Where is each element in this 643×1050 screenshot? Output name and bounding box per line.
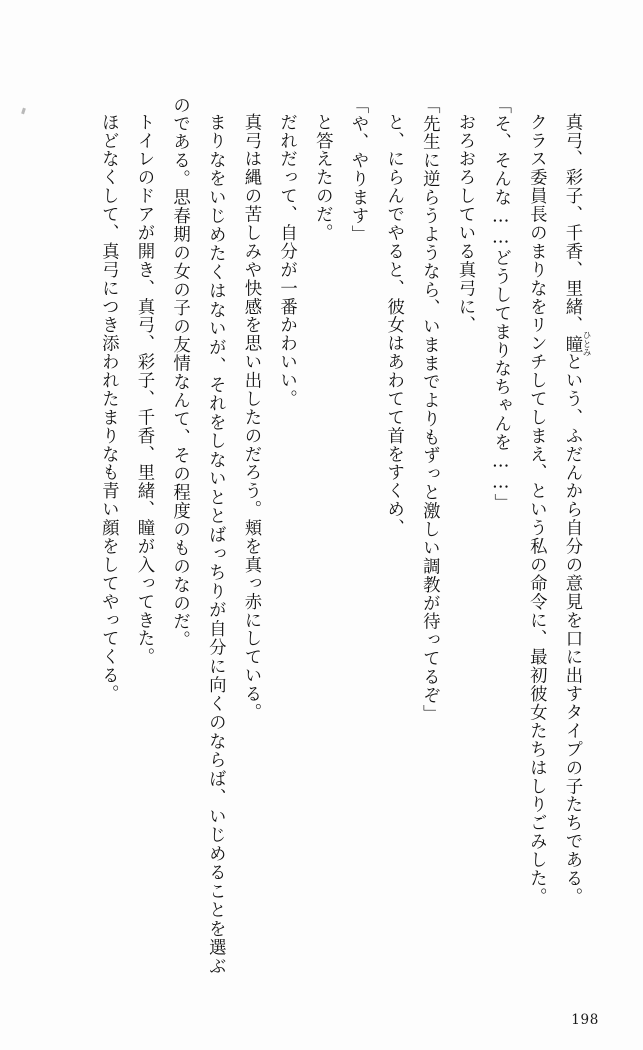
scan-speck: [21, 108, 26, 115]
paragraph-11: まりなをいじめたくはないが、それをしないととばっちりが自分に向くのならば、いじめることを選ぶのである。思春期の女の子の友情なんて、その程度のものなのだ。: [169, 96, 226, 976]
paragraph-1: 真弓、彩子、千香、里緒、瞳 ひとみという、ふだんから自分の意見を口に出すタイプの子たちである。: [562, 113, 591, 907]
paragraph-13: ほどなくして、真弓につき添われたまりなも青い顔をしてやってくる。: [98, 113, 119, 704]
paragraph-9: だれだって、自分が一番かわいい。: [276, 113, 297, 409]
page-text-body: [74, 96, 591, 976]
paragraph-10: 真弓は縄の苦しみや快感を思い出したのだろう。頬を真っ赤にしている。: [240, 113, 261, 723]
paragraph-5: 「先生に逆らうようなら、いままでよりもずっと激しい調教が待ってるぞ」: [419, 96, 440, 724]
page-number: 198: [571, 1012, 599, 1028]
paragraph-8: と答えたのだ。: [312, 113, 333, 243]
ruby-hitomi: 瞳 ひとみ: [562, 331, 591, 357]
paragraph-7: 「や、やります」: [347, 96, 368, 244]
paragraph-6: と、にらんでやると、彼女はあわてて首をすくめ、: [383, 113, 404, 538]
paragraph-3: 「そ、そんな……どうしてまりなちゃんを……」: [490, 96, 511, 513]
paragraph-2: クラス委員長のまりなをリンチしてしまえ、という私の命令に、最初彼女たちはしりごみした。: [526, 113, 547, 907]
paragraph-12: トイレのドアが開き、真弓、彩子、千香、里緒、瞳が入ってきた。: [133, 113, 154, 667]
paragraph-4: おろおろしている真弓に、: [454, 113, 475, 335]
